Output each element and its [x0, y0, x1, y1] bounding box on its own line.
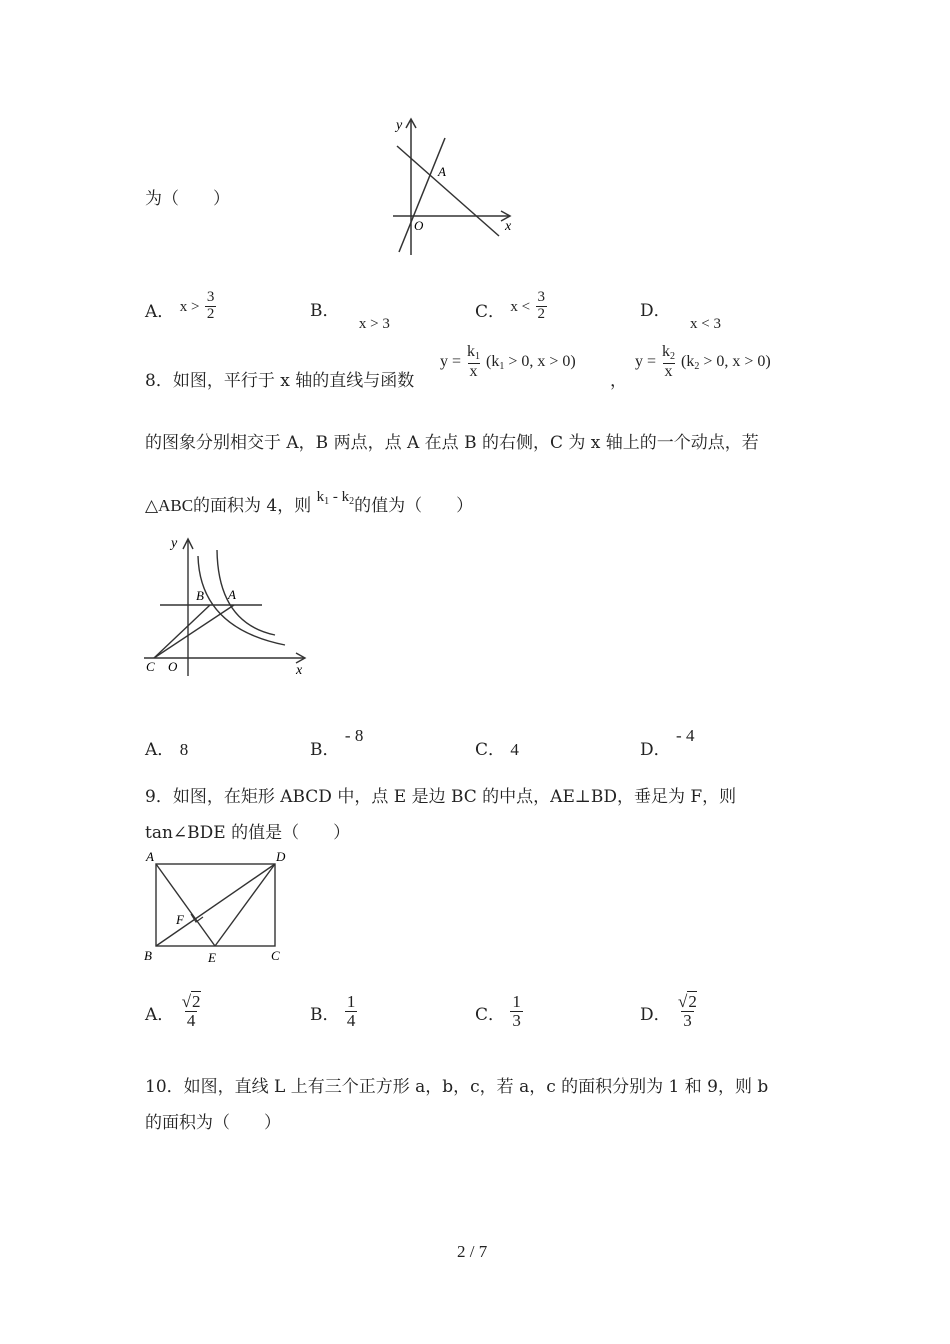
q8-segment-cb — [154, 605, 210, 658]
q8-figure — [140, 528, 315, 683]
q7-option-c-rel: x < — [510, 298, 531, 315]
q7-option-d: D． x < 3 — [640, 301, 722, 332]
q8-segment-ca — [154, 605, 234, 658]
q7-figure — [385, 112, 525, 260]
q8-point-c-label: C — [146, 659, 155, 674]
q9-option-a: A． $\frac{√2}{4}$ — [145, 992, 201, 1030]
q7-option-a: A． x > $\frac{3}{2}$ — [145, 289, 215, 322]
q9-label-c: C — [271, 948, 280, 963]
q9-line-1: 9．如图，在矩形 ABCD 中，点 E 是边 BC 的中点，AE⊥BD，垂足为 F，则 — [145, 787, 737, 807]
q7-point-a-label: A — [438, 164, 446, 179]
q9-label-e: E — [208, 950, 216, 965]
q8-line-2: 的图象分别相交于 A，B 两点，点 A 在点 B 的右侧，C 为 x 轴上的一个动点，若 — [145, 433, 759, 453]
q8-option-c: C． 4 — [475, 740, 519, 760]
q8-origin-label: O — [168, 659, 178, 674]
q7-tail: 为（ ） — [145, 189, 230, 209]
q7-line-2 — [399, 138, 445, 252]
q8-separator: ， — [610, 371, 627, 391]
q8-k-difference: $k_1 - k_2$ — [316, 489, 355, 507]
q8-option-b: B． - 8 — [310, 726, 364, 760]
q9-label-d: D — [276, 849, 286, 864]
q9-option-b: B． $\frac{1}{4}$ — [310, 992, 356, 1030]
q9-label-f: F — [176, 912, 184, 927]
q7-y-label: y — [396, 118, 403, 133]
q7-option-c-frac: $\frac{3}{2}$ — [537, 289, 546, 322]
q9-label-a: A — [146, 849, 154, 864]
q10-line-1: 10．如图，直线 L 上有三个正方形 a，b，c，若 a，c 的面积分别为 1 和 9，则 b — [145, 1077, 769, 1097]
q7-option-b-expr: x > 3 — [358, 316, 390, 332]
q8-option-a: A． 8 — [145, 740, 189, 760]
q7-option-a-frac: $\frac{3}{2}$ — [206, 289, 215, 322]
q7-option-c: C． x < $\frac{3}{2}$ — [475, 289, 546, 322]
q9-option-d: D． $\frac{√2}{3}$ — [640, 992, 697, 1030]
q7-option-b: B． x > 3 — [310, 301, 390, 332]
q10-line-2: 的面积为（ ） — [145, 1113, 281, 1133]
q7-x-label: x — [505, 219, 512, 234]
q8-x-label: x — [296, 663, 303, 678]
q8-line-3: △ABC的面积为 4，则 $k_1 - k_2$的值为（ ） — [145, 489, 474, 516]
q9-label-b: B — [144, 948, 152, 963]
q9-option-c: C． $\frac{1}{3}$ — [475, 992, 521, 1030]
q8-curve-k2 — [198, 556, 285, 645]
q9-figure — [140, 846, 295, 970]
q8-curve-k1 — [217, 550, 275, 635]
q8-point-b-label: B — [196, 588, 204, 603]
q8-point-a-label: A — [228, 587, 236, 602]
q7-option-a-rel: x > — [179, 298, 200, 315]
q8-function-1: y = $\frac{k_1}{x}$ ($k_1 > 0$, x > 0) — [440, 343, 576, 380]
q9-line-2: tan∠BDE 的值是（ ） — [145, 823, 351, 843]
q8-option-d: D． - 4 — [640, 726, 695, 760]
q9-diagonal-bd — [156, 864, 275, 946]
q9-segment-de — [215, 864, 275, 946]
q8-line-1: 8．如图，平行于 x 轴的直线与函数 — [145, 371, 415, 391]
page-number: 2 / 7 — [457, 1242, 488, 1261]
q8-y-label: y — [171, 536, 178, 551]
q7-option-d-expr: x < 3 — [690, 316, 722, 332]
q8-function-2: y = $\frac{k_2}{x}$ ($k_2 > 0$, x > 0) — [635, 343, 771, 380]
q7-line-1 — [397, 146, 499, 236]
q9-segment-ae — [156, 864, 215, 946]
q7-origin-label: O — [414, 218, 424, 233]
